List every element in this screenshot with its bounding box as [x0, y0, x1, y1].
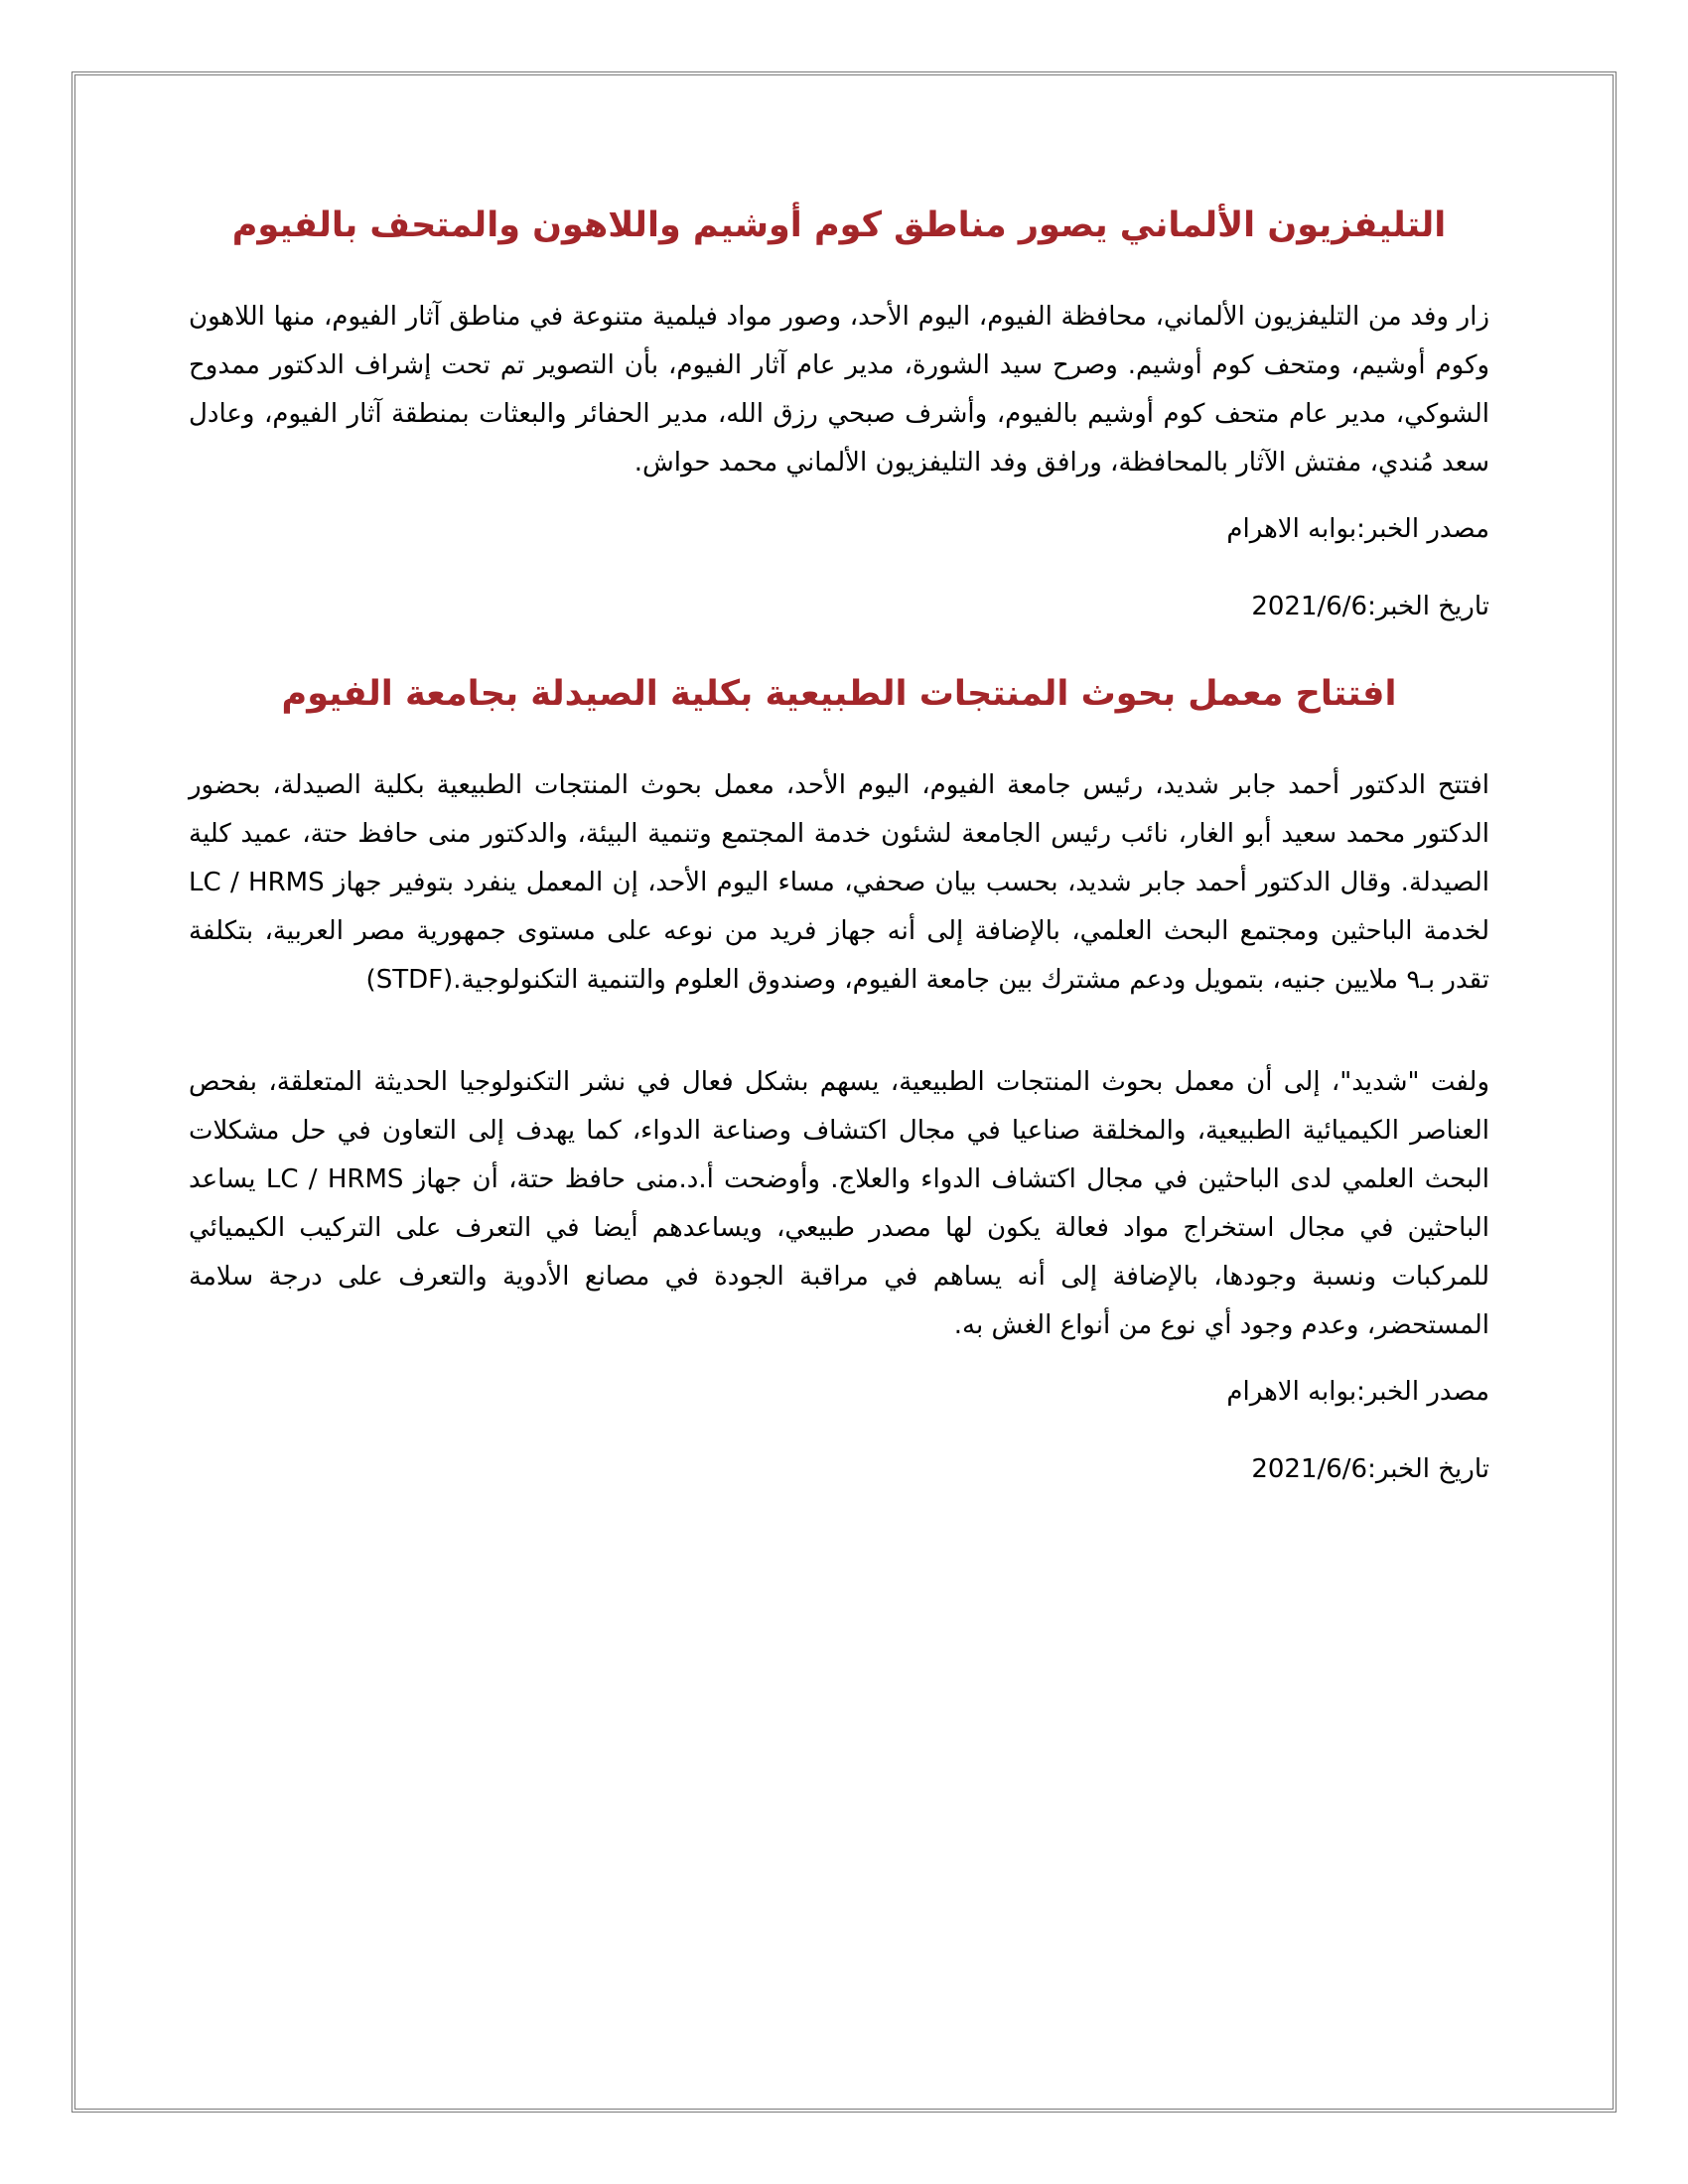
article-2-paragraph-2: ولفت "شديد"، إلى أن معمل بحوث المنتجات الطبيعية، يسهم بشكل فعال في نشر التكنولوجيا الحديثة المتعلقة، بفحص العناصر الكيميائية الطبيعية، والمخلقة صناعيا في مجال اكتشاف وصناعة الدواء، كما يهدف إلى التعاون في حل مشكلات البحث العلمي لدى الباحثين في مجال اكتشاف الدواء والعلاج. وأوضحت أ.د.منى حافظ حتة، أن جهاز LC / HRMS يساعد الباحثين في مجال استخراج مواد فعالة يكون لها مصدر طبيعي، ويساعدهم أيضا في التعرف على التركيب الكيميائي للمركبات ونسبة وجودها، بالإضافة إلى أنه يساهم في مراقبة الجودة في مصانع الأدوية والتعرف على درجة سلامة المستحضر، وعدم وجود أي نوع من أنواع الغش به.	[189, 1067, 1490, 1340]
article-1-paragraph-1: زار وفد من التليفزيون الألماني، محافظة الفيوم، اليوم الأحد، وصور مواد فيلمية متنوعة في مناطق آثار الفيوم، منها اللاهون وكوم أوشيم، ومتحف كوم أوشيم. وصرح سيد الشورة، مدير عام آثار الفيوم، بأن التصوير تم تحت إشراف الدكتور ممدوح الشوكي، مدير عام متحف كوم أوشيم بالفيوم، وأشرف صبحي رزق الله، مدير الحفائر والبعثات بمنطقة آثار الفيوم، وعادل سعد مُندي، مفتش الآثار بالمحافظة، ورافق وفد التليفزيون الألماني محمد حواش.	[189, 302, 1489, 478]
document-body	[189, 189, 1489, 1489]
article-2-source: مصدر الخبر:بوابه الاهرام	[1226, 1377, 1489, 1407]
article-2-title: افتتاح معمل بحوث المنتجات الطبيعية بكلية الصيدلة بجامعة الفيوم	[281, 674, 1397, 714]
article-1	[189, 196, 1489, 626]
article-1-date: تاريخ الخبر:2021/6/6	[1251, 592, 1489, 621]
article-1-title: التليفزيون الألماني يصور مناطق كوم أوشيم واللاهون والمتحف بالفيوم	[231, 205, 1447, 245]
article-1-source: مصدر الخبر:بوابه الاهرام	[1226, 514, 1489, 544]
article-2-paragraph-1: افتتح الدكتور أحمد جابر شديد، رئيس جامعة الفيوم، اليوم الأحد، معمل بحوث المنتجات الطبيعية بكلية الصيدلة، بحضور الدكتور محمد سعيد أبو الغار، نائب رئيس الجامعة لشئون خدمة المجتمع وتنمية البيئة، والدكتور منى حافظ حتة، عميد كلية الصيدلة. وقال الدكتور أحمد جابر شديد، بحسب بيان صحفي، مساء اليوم الأحد، إن المعمل ينفرد بتوفير جهاز LC / HRMS لخدمة الباحثين ومجتمع البحث العلمي، بالإضافة إلى أنه جهاز فريد من نوعه على مستوى جمهورية مصر العربية، بتكلفة تقدر بـ٩ ملايين جنيه، بتمويل ودعم مشترك بين جامعة الفيوم، وصندوق العلوم والتنمية التكنولوجية.(STDF)	[189, 770, 1489, 995]
article-2-date: تاريخ الخبر:2021/6/6	[1251, 1454, 1489, 1484]
article-2	[189, 664, 1489, 1489]
